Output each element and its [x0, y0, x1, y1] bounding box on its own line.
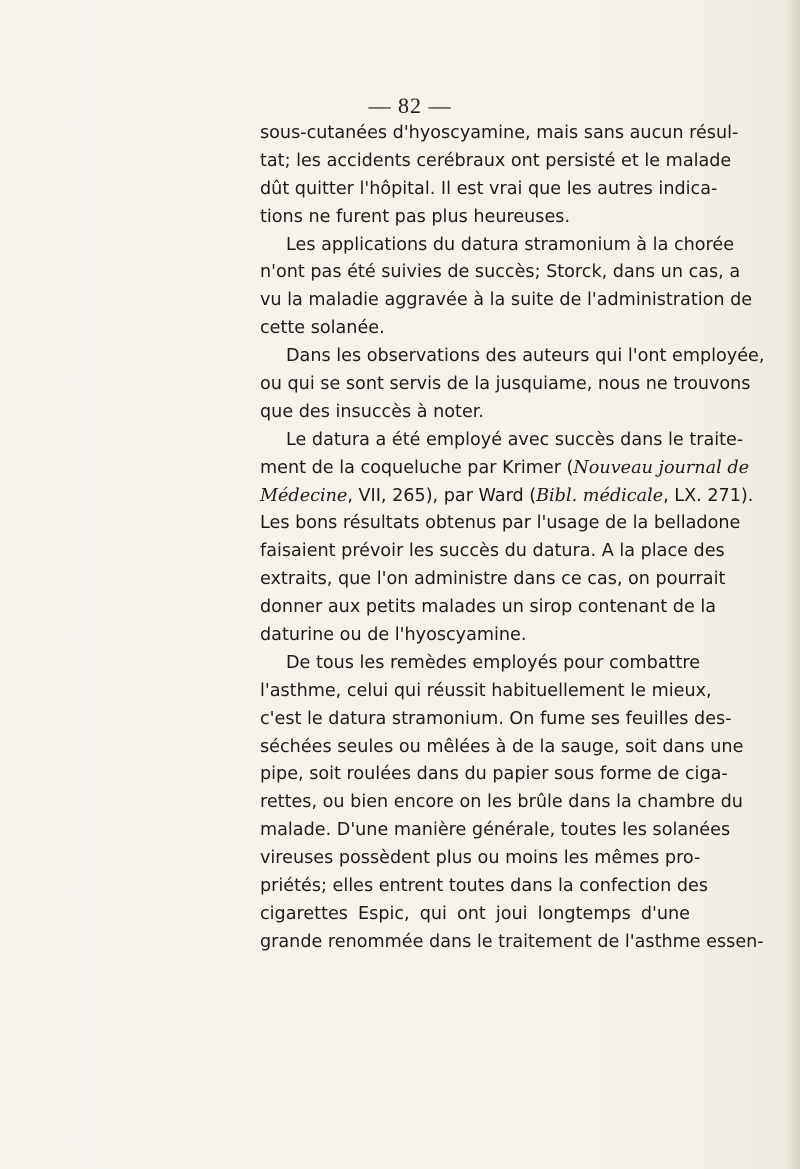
text-line — [260, 510, 741, 538]
text-segment: n'ont pas été suivies de succès; Storck, dans un cas, a — [260, 262, 741, 283]
text-line — [260, 594, 717, 622]
text-segment: donner aux petits malades un sirop contenant de la — [260, 597, 717, 618]
text-line — [260, 650, 701, 678]
text-line — [260, 120, 739, 148]
body-text — [260, 120, 765, 957]
text-line — [260, 622, 690, 650]
text-segment: extraits, que l'on administre dans ce cas, on pourrait — [260, 569, 726, 590]
text-segment: , LX. 271). — [663, 485, 754, 506]
text-segment: sous-cutanées d'hyoscyamine, mais sans aucun résul- — [260, 123, 739, 143]
text-line — [260, 315, 690, 343]
text-segment: priétés; elles entrent toutes dans la confection des — [260, 876, 709, 897]
text-line — [260, 176, 718, 204]
page-edge-shadow — [786, 0, 800, 1169]
text-line — [260, 929, 764, 957]
text-line — [260, 845, 701, 873]
text-segment: ou qui se sont servis de la jusquiame, nous ne trouvons — [260, 374, 751, 395]
text-line — [260, 287, 753, 315]
text-line — [260, 538, 725, 566]
text-segment: Dans les observations des auteurs qui l'ont employée, — [286, 346, 765, 367]
text-segment: dût quitter l'hôpital. Il est vrai que les autres indica- — [260, 178, 718, 199]
text-segment: cette solanée. — [260, 318, 385, 339]
text-segment: l'asthme, celui qui réussit habituellement le mieux, — [260, 680, 712, 701]
text-segment: daturine ou de l'hyoscyamine. — [260, 625, 527, 646]
text-line — [260, 148, 732, 176]
text-segment: rettes, ou bien encore on les brûle dans la chambre du — [260, 792, 743, 813]
text-line — [260, 259, 741, 287]
text-line — [260, 399, 690, 427]
text-line — [260, 789, 743, 817]
journal-title: Médecine — [260, 485, 348, 506]
text-segment: séchées seules ou mêlées à de la sauge, soit dans une — [260, 736, 744, 757]
text-segment: malade. D'une manière générale, toutes les solanées — [260, 820, 731, 841]
text-segment: vireuses possèdent plus ou moins les mêmes pro- — [260, 848, 701, 869]
text-segment: De tous les remèdes employés pour combattre — [286, 652, 701, 673]
text-line — [260, 427, 744, 455]
text-segment: Le datura a été employé avec succès dans le traite- — [286, 429, 744, 450]
text-line — [260, 204, 690, 232]
text-segment: faisaient prévoir les succès du datura. A la place des — [260, 541, 725, 562]
text-segment: tions ne furent pas plus heureuses. — [260, 206, 571, 227]
text-segment: Les bons résultats obtenus par l'usage de la belladone — [260, 513, 741, 534]
text-segment: pipe, soit roulées dans du papier sous forme de ciga- — [260, 764, 728, 785]
text-line — [260, 873, 709, 901]
text-line — [260, 232, 735, 260]
text-line — [260, 483, 754, 511]
text-line — [260, 566, 726, 594]
text-line — [260, 371, 751, 399]
text-segment: c'est le datura stramonium. On fume ses feuilles des- — [260, 708, 732, 729]
journal-title: Nouveau journal de — [573, 457, 749, 478]
text-segment: Les applications du datura stramonium à la chorée — [286, 234, 735, 255]
page-number: — 82 — — [368, 93, 452, 118]
text-line — [260, 678, 712, 706]
text-line — [260, 734, 744, 762]
text-line — [260, 901, 690, 929]
text-line — [260, 706, 732, 734]
text-segment: cigarettes Espic, qui ont joui longtemps d'une — [260, 903, 690, 924]
text-line — [260, 343, 765, 371]
text-line — [260, 817, 731, 845]
journal-title: Bibl. médicale — [536, 485, 664, 506]
text-line — [260, 761, 728, 789]
text-segment: grande renommée dans le traitement de l'asthme essen- — [260, 931, 764, 952]
text-segment: , VII, 265), par Ward ( — [347, 485, 537, 506]
text-segment: que des insuccès à noter. — [260, 401, 484, 422]
text-segment: ment de la coqueluche par Krimer ( — [260, 457, 574, 478]
text-segment: vu la maladie aggravée à la suite de l'administration de — [260, 290, 753, 311]
text-line — [260, 455, 749, 483]
text-segment: tat; les accidents cerébraux ont persisté et le malade — [260, 150, 732, 171]
